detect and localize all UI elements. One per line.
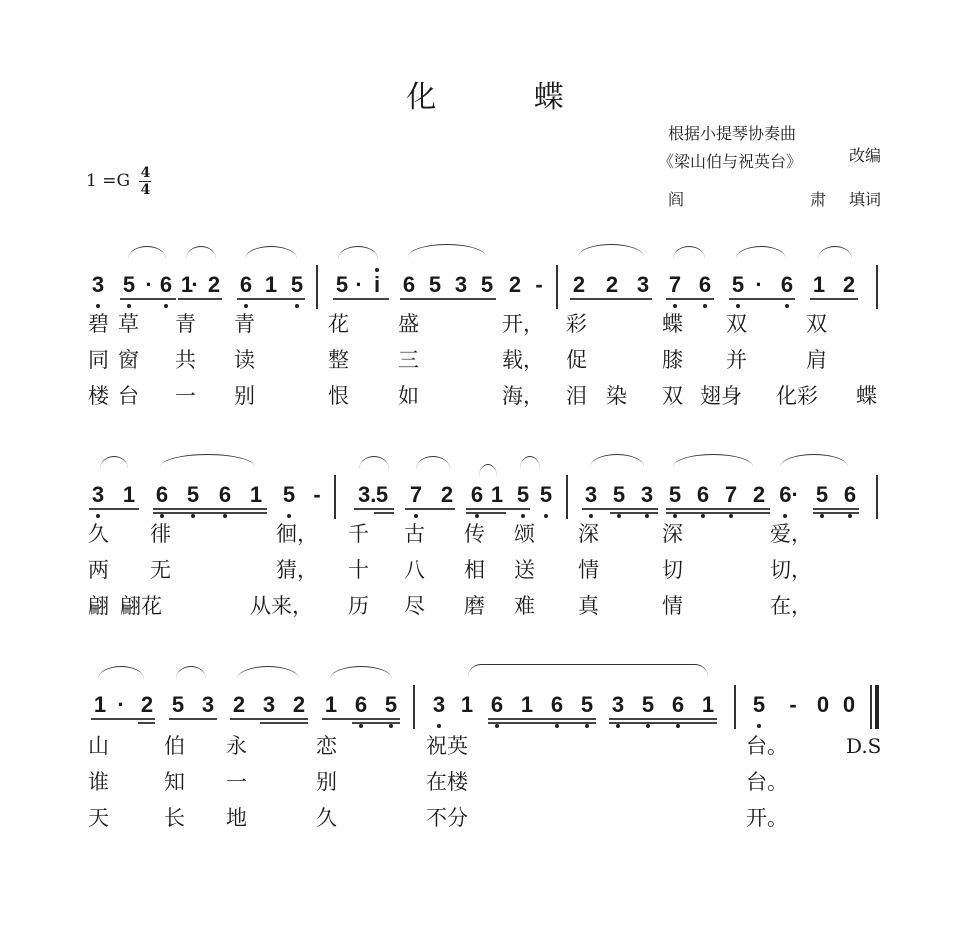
note: 3 bbox=[584, 482, 598, 507]
lyric: 盛 bbox=[398, 312, 419, 336]
lyric: 切 bbox=[662, 558, 683, 582]
lyric: 碧 bbox=[88, 312, 109, 336]
lyric: 八 bbox=[404, 558, 425, 582]
note: 2 bbox=[842, 272, 856, 297]
lyric: 恨 bbox=[328, 384, 349, 408]
time-top: 4 bbox=[140, 165, 151, 181]
note-dot: · bbox=[145, 272, 153, 297]
note: 5 bbox=[171, 692, 185, 717]
note-dot: · bbox=[117, 692, 125, 717]
lyric: 楼 bbox=[88, 384, 109, 408]
lyric: 共 bbox=[175, 348, 196, 372]
lyric: 青 bbox=[234, 312, 255, 336]
lyric: 三 bbox=[398, 348, 419, 372]
note: 6 bbox=[671, 692, 685, 717]
lyric: 台 bbox=[118, 384, 139, 408]
lyric: 天 bbox=[88, 806, 109, 830]
note: 6 bbox=[470, 482, 484, 507]
lyric: 台。 bbox=[746, 734, 788, 758]
note: 1 bbox=[701, 692, 715, 717]
note: 3 bbox=[640, 482, 654, 507]
note: 7 bbox=[409, 482, 423, 507]
note: 6 bbox=[490, 692, 504, 717]
lyric: 蝶 bbox=[662, 312, 683, 336]
lyric: 地 bbox=[226, 806, 247, 830]
arranged-label: 改编 bbox=[849, 146, 882, 165]
note: 2 bbox=[572, 272, 586, 297]
final-barline bbox=[875, 685, 879, 729]
note: 6 bbox=[218, 482, 232, 507]
note: 1 bbox=[249, 482, 263, 507]
key-label: 1 =G bbox=[86, 171, 131, 191]
lyric: 恋 bbox=[316, 734, 337, 758]
note: i bbox=[370, 274, 384, 296]
lyric: 磨 bbox=[464, 594, 485, 618]
note-dash: - bbox=[789, 692, 797, 717]
note: 5 bbox=[641, 692, 655, 717]
lyric: 肩 bbox=[806, 348, 827, 372]
note: 6 bbox=[843, 482, 857, 507]
note: 5 bbox=[815, 482, 829, 507]
lyric: 并 bbox=[726, 348, 747, 372]
note: 5 bbox=[480, 272, 494, 297]
note: 3 bbox=[91, 482, 105, 507]
lyric: 两 bbox=[88, 558, 109, 582]
note: 1 bbox=[812, 272, 826, 297]
note: 7 bbox=[668, 272, 682, 297]
note-dash: - bbox=[535, 272, 543, 297]
lyric: 历 bbox=[348, 594, 369, 618]
lyric: 双 bbox=[662, 384, 683, 408]
lyric: 情 bbox=[578, 558, 599, 582]
lyric: 从来， bbox=[250, 594, 313, 618]
lyric: 古 bbox=[404, 522, 425, 546]
note: 6 bbox=[550, 692, 564, 717]
score-row-1 bbox=[0, 240, 970, 440]
source-credit-line1: 根据小提琴协奏曲 bbox=[668, 124, 797, 143]
lyric: 同 bbox=[88, 348, 109, 372]
key-signature bbox=[86, 166, 151, 197]
song-title: 化 蝶 bbox=[406, 80, 608, 115]
lyric: 载， bbox=[502, 348, 544, 372]
note: 1 bbox=[460, 692, 474, 717]
lyric: 相 bbox=[464, 558, 485, 582]
lyric: 不分 bbox=[426, 806, 468, 830]
lyric: 青 bbox=[175, 312, 196, 336]
note: 5 bbox=[335, 272, 349, 297]
lyric: 切， bbox=[770, 558, 812, 582]
note: 6 bbox=[402, 272, 416, 297]
lyric: 山 bbox=[88, 734, 109, 758]
time-bottom: 4 bbox=[140, 182, 151, 198]
note: 2 bbox=[605, 272, 619, 297]
lyric: 深 bbox=[578, 522, 599, 546]
note: 3 bbox=[262, 692, 276, 717]
note: 5 bbox=[580, 692, 594, 717]
lyric: 送 bbox=[514, 558, 535, 582]
note: 3 bbox=[636, 272, 650, 297]
lyric: 翩 bbox=[88, 594, 109, 618]
lyric: 草 bbox=[118, 312, 139, 336]
note: 6 bbox=[354, 692, 368, 717]
lyric: 染 bbox=[606, 384, 627, 408]
lyric: 久 bbox=[316, 806, 337, 830]
note: 2 bbox=[508, 272, 522, 297]
lyricist-last: 肃 bbox=[810, 190, 827, 209]
note: 1 bbox=[264, 272, 278, 297]
note: 7 bbox=[724, 482, 738, 507]
lyric: 谁 bbox=[88, 770, 109, 794]
note: 3 bbox=[91, 272, 105, 297]
lyric: 永 bbox=[226, 734, 247, 758]
lyric: 难 bbox=[514, 594, 535, 618]
lyric: 颂 bbox=[514, 522, 535, 546]
note: 6· bbox=[779, 482, 799, 507]
note-dot: · bbox=[755, 272, 763, 297]
source-credit-line2: 《梁山伯与祝英台》 bbox=[658, 152, 803, 171]
lyric: 千 bbox=[348, 522, 369, 546]
lyric: 爱， bbox=[770, 522, 812, 546]
lyric: 花 bbox=[328, 312, 349, 336]
score-row-2 bbox=[0, 450, 970, 650]
note: 2 bbox=[140, 692, 154, 717]
lyric: 双 bbox=[806, 312, 827, 336]
note: 2 bbox=[752, 482, 766, 507]
lyric: 彩 bbox=[566, 312, 587, 336]
note: 5 bbox=[290, 272, 304, 297]
lyric: 一 bbox=[226, 770, 247, 794]
note: 6 bbox=[696, 482, 710, 507]
note: 1 bbox=[180, 272, 194, 297]
lyric: 情 bbox=[662, 594, 683, 618]
note: 5 bbox=[612, 482, 626, 507]
time-signature bbox=[139, 166, 151, 197]
note: 1 bbox=[324, 692, 338, 717]
lyric: 一 bbox=[175, 384, 196, 408]
lyric: 蝶 bbox=[856, 384, 877, 408]
note-dot: · bbox=[355, 272, 363, 297]
lyric: 无 bbox=[150, 558, 171, 582]
note-rest: 0 bbox=[816, 692, 830, 717]
note: 5 bbox=[731, 272, 745, 297]
lyric: 开， bbox=[502, 312, 544, 336]
note: 5 bbox=[668, 482, 682, 507]
note: 6 bbox=[155, 482, 169, 507]
lyric: 泪 bbox=[566, 384, 587, 408]
note: 6 bbox=[780, 272, 794, 297]
note-rest: 0 bbox=[842, 692, 856, 717]
lyric: 知 bbox=[164, 770, 185, 794]
note: 6 bbox=[159, 272, 173, 297]
note: 2 bbox=[292, 692, 306, 717]
lyricist-first: 阎 bbox=[668, 190, 685, 209]
note: 3 bbox=[432, 692, 446, 717]
note: 6 bbox=[698, 272, 712, 297]
lyric: 膝 bbox=[662, 348, 683, 372]
note: 5 bbox=[384, 692, 398, 717]
note: 3 bbox=[454, 272, 468, 297]
note: 2 bbox=[207, 272, 221, 297]
note: 1 bbox=[122, 482, 136, 507]
lyric: 在楼 bbox=[426, 770, 468, 794]
note: 6 bbox=[239, 272, 253, 297]
note-dot: · bbox=[191, 272, 199, 297]
lyric: 双 bbox=[726, 312, 747, 336]
lyric: 久 bbox=[88, 522, 109, 546]
note: 2 bbox=[232, 692, 246, 717]
lyric: 台。 bbox=[746, 770, 788, 794]
lyric: 海， bbox=[502, 384, 544, 408]
lyric: 整 bbox=[328, 348, 349, 372]
note: 5 bbox=[428, 272, 442, 297]
lyric: 伯 bbox=[164, 734, 185, 758]
lyric: 化彩 bbox=[776, 384, 818, 408]
da-segno-mark: D.S bbox=[846, 734, 882, 758]
note: 1 bbox=[490, 482, 504, 507]
note-dash: - bbox=[313, 482, 321, 507]
note: 1 bbox=[93, 692, 107, 717]
note: 3. bbox=[358, 482, 377, 507]
note: 2 bbox=[440, 482, 454, 507]
lyric: 十 bbox=[348, 558, 369, 582]
lyric: 真 bbox=[578, 594, 599, 618]
lyric: 别 bbox=[234, 384, 255, 408]
note: 5 bbox=[539, 482, 553, 507]
lyric: 尽 bbox=[404, 594, 425, 618]
lyric: 促 bbox=[566, 348, 587, 372]
lyric: 如 bbox=[398, 384, 419, 408]
lyric: 在， bbox=[770, 594, 812, 618]
lyric: 读 bbox=[234, 348, 255, 372]
note: 5 bbox=[186, 482, 200, 507]
note: 3 bbox=[611, 692, 625, 717]
lyrics-role-label: 填词 bbox=[849, 190, 882, 209]
lyric: 翅身 bbox=[700, 384, 742, 408]
note: 5 bbox=[516, 482, 530, 507]
lyric: 长 bbox=[164, 806, 185, 830]
note: 3 bbox=[201, 692, 215, 717]
score-row-3 bbox=[0, 660, 970, 860]
lyric: 徘 bbox=[150, 522, 171, 546]
note: 5 bbox=[282, 482, 296, 507]
note: 5 bbox=[752, 692, 766, 717]
lyric: 徊， bbox=[276, 522, 318, 546]
note: 5 bbox=[375, 482, 389, 507]
lyric: 别 bbox=[316, 770, 337, 794]
lyric: 翩花 bbox=[120, 594, 162, 618]
lyric: 窗 bbox=[118, 348, 139, 372]
lyric: 深 bbox=[662, 522, 683, 546]
lyric: 猜， bbox=[276, 558, 318, 582]
note: 5 bbox=[122, 272, 136, 297]
lyric: 祝英 bbox=[426, 734, 468, 758]
note: 1 bbox=[520, 692, 534, 717]
lyric: 开。 bbox=[746, 806, 788, 830]
lyric: 传 bbox=[464, 522, 485, 546]
